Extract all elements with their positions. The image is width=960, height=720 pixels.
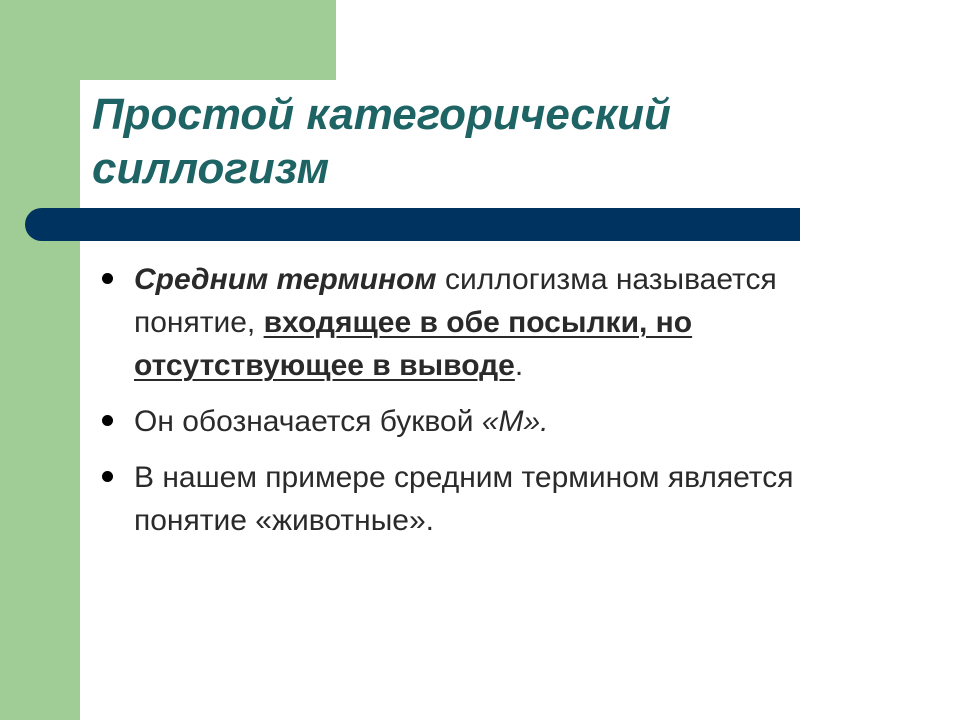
bullet-text: силлогизма называется понятие, — [134, 263, 777, 339]
emphasis-text: входящее в обе посылки, но отсутствующее в выводе — [134, 306, 693, 382]
bullet-dot-icon — [102, 471, 113, 482]
bullet-text: Он обозначается буквой — [134, 405, 482, 438]
bullet-list — [96, 258, 816, 555]
bullet-text-end: . — [514, 349, 524, 382]
list-item — [96, 258, 816, 387]
term-highlight: Средним термином — [134, 263, 437, 296]
bullet-dot-icon — [102, 273, 113, 284]
green-side-band — [0, 0, 80, 720]
bullet-dot-icon — [102, 415, 113, 426]
slide-title: Простой категорический силлогизм — [92, 90, 671, 193]
bullet-text: В нашем примере средним термином является понятие «животные». — [134, 461, 794, 537]
list-item — [96, 400, 816, 443]
letter-symbol: «М». — [481, 405, 549, 438]
green-top-band — [80, 0, 336, 80]
title-underline-bar — [25, 208, 800, 241]
list-item — [96, 456, 816, 542]
